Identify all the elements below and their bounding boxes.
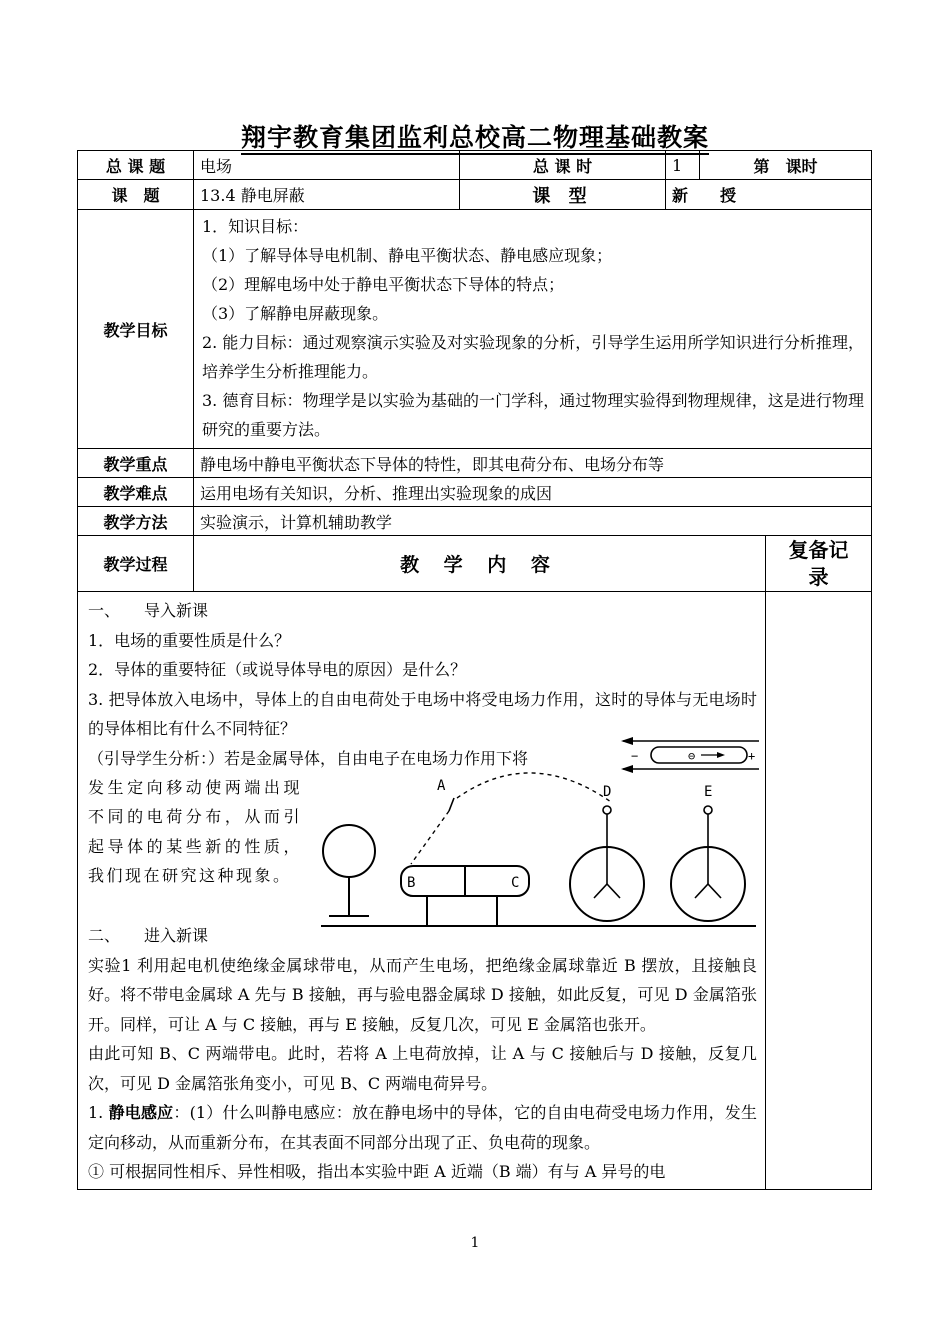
question-1: 1．电场的重要性质是什么？ — [88, 630, 291, 650]
topic-value: 13.4 静电屏蔽 — [194, 180, 460, 210]
page-title-text: 翔宇教育集团监利总校高二物理基础教案 — [241, 123, 709, 155]
process-content — [78, 592, 766, 1190]
difficulty-value: 运用电场有关知识，分析、推理出实验现象的成因 — [194, 478, 872, 507]
label-a: A — [437, 777, 446, 794]
record-column — [766, 592, 872, 1190]
row-process-header — [78, 536, 872, 592]
type-value: 新 授 — [666, 180, 872, 210]
key-point-label: 教学重点 — [78, 449, 194, 478]
induction-rest: ：(1）什么叫静电感应：放在静电场中的导体，它的自由电荷受电场力作用，发生定向移动，从而重新分布，在其表面不同部分出现了正、负电荷的现象。 — [88, 1103, 757, 1152]
small-conductor — [631, 747, 755, 763]
record-header-text: 复备记录 — [788, 537, 849, 589]
experiment-figure — [311, 726, 761, 936]
induction-next: ① 可根据同性相斥、异性相吸，指出本实验中距 A 近端（B 端）有与 A 异号的电 — [88, 1162, 666, 1181]
electroscope-d — [570, 784, 644, 921]
row-process-content — [78, 592, 872, 1190]
goal-line: 2. 能力目标：通过观察演示实验及对实验现象的分析，引导学生运用所学知识进行分析推理，培养学生分析推理能力。 — [202, 333, 865, 381]
induction-prefix: 1. — [88, 1103, 109, 1122]
method-value: 实验演示，计算机辅助教学 — [194, 507, 872, 536]
row-total-topic — [78, 151, 872, 180]
experiment-1-conclusion: 由此可知 B、C 两端带电。此时，若将 A 上电荷放掉，让 A 与 C 接触后与 D 接触，反复几次，可见 D 金属箔张角变小，可见 B、C 两端电荷异号。 — [88, 1044, 757, 1093]
goal-line: （1）了解导体导电机制、静电平衡状态、静电感应现象； — [202, 246, 613, 265]
row-method — [78, 507, 872, 536]
page-number: 1 — [470, 1235, 480, 1251]
goal-line: 1．知识目标： — [202, 217, 309, 236]
goal-line: （2）理解电场中处于静电平衡状态下导体的特点； — [202, 275, 565, 294]
question-2: 2．导体的重要特征（或说导体导电的原因）是什么？ — [88, 660, 467, 679]
lesson-no-label: 第 课时 — [700, 151, 872, 180]
row-goals — [78, 210, 872, 449]
row-topic — [78, 180, 872, 210]
goal-line: 3. 德育目标：物理学是以实验为基础的一门学科，通过物理实验得到物理规律，这是进行物理研究的重要方法。 — [202, 391, 865, 439]
induction-term: 静电感应 — [108, 1103, 174, 1122]
row-difficulty — [78, 478, 872, 507]
section-heading-2: 二、 进入新课 — [88, 925, 209, 945]
guide-text-a: （引导学生分析：）若是金属导体，自由电子在电场力作用下将 — [88, 748, 529, 768]
total-topic-value: 电场 — [194, 151, 460, 180]
guide-text-b: 发生定向移动使两端出现不同的电荷分布，从而引起导体的某些新的性质，我们现在研究这种现象。 — [88, 777, 302, 885]
method-label: 教学方法 — [78, 507, 194, 536]
process-label: 教学过程 — [78, 536, 194, 592]
type-label: 课 型 — [460, 180, 666, 210]
label-b: B — [407, 874, 416, 891]
key-point-value: 静电场中静电平衡状态下导体的特性，即其电荷分布、电场分布等 — [194, 449, 872, 478]
probe-a — [411, 772, 611, 863]
electroscope-e — [671, 784, 745, 921]
total-hours-label: 总 课 时 — [460, 151, 666, 180]
charged-sphere — [323, 825, 375, 916]
figure-row — [88, 744, 757, 1040]
page-title — [0, 118, 950, 154]
record-header — [766, 536, 872, 592]
goals-label: 教学目标 — [78, 210, 194, 449]
total-topic-label: 总 课 题 — [78, 151, 194, 180]
row-key-point — [78, 449, 872, 478]
lesson-plan-table — [77, 150, 872, 1190]
goal-line: （3）了解静电屏蔽现象。 — [202, 304, 389, 323]
content-header: 教 学 内 容 — [194, 536, 766, 592]
section-heading: 一、 导入新课 — [88, 601, 209, 620]
minus-signs: − — [631, 748, 639, 763]
induction-definition — [88, 1098, 757, 1157]
label-e: E — [704, 783, 713, 800]
experiment-1: 实验1 利用起电机使绝缘金属球带电，从而产生电场，把绝缘金属球靠近 B 摆放，且接触良好。将不带电金属球 A 先与 B 接触，再与验电器金属球 D 接触，如此反复，可见 D 金属箔张开。同样，可让 A 与 C 接触，再与 E 接触，反复几次，可见 E 金属箔也张开。 — [88, 955, 757, 1034]
goals-content — [194, 210, 872, 449]
label-d: D — [603, 783, 612, 800]
electron-icon: ⊖ — [688, 748, 696, 763]
total-hours-value: 1 — [666, 151, 700, 180]
plus-signs: + — [748, 748, 756, 763]
label-c: C — [511, 874, 520, 891]
topic-label: 课 题 — [78, 180, 194, 210]
question-3: 3. 把导体放入电场中，导体上的自由电荷处于电场中将受电场力作用，这时的导体与无电场时的导体相比有什么不同特征？ — [88, 689, 757, 738]
difficulty-label: 教学难点 — [78, 478, 194, 507]
